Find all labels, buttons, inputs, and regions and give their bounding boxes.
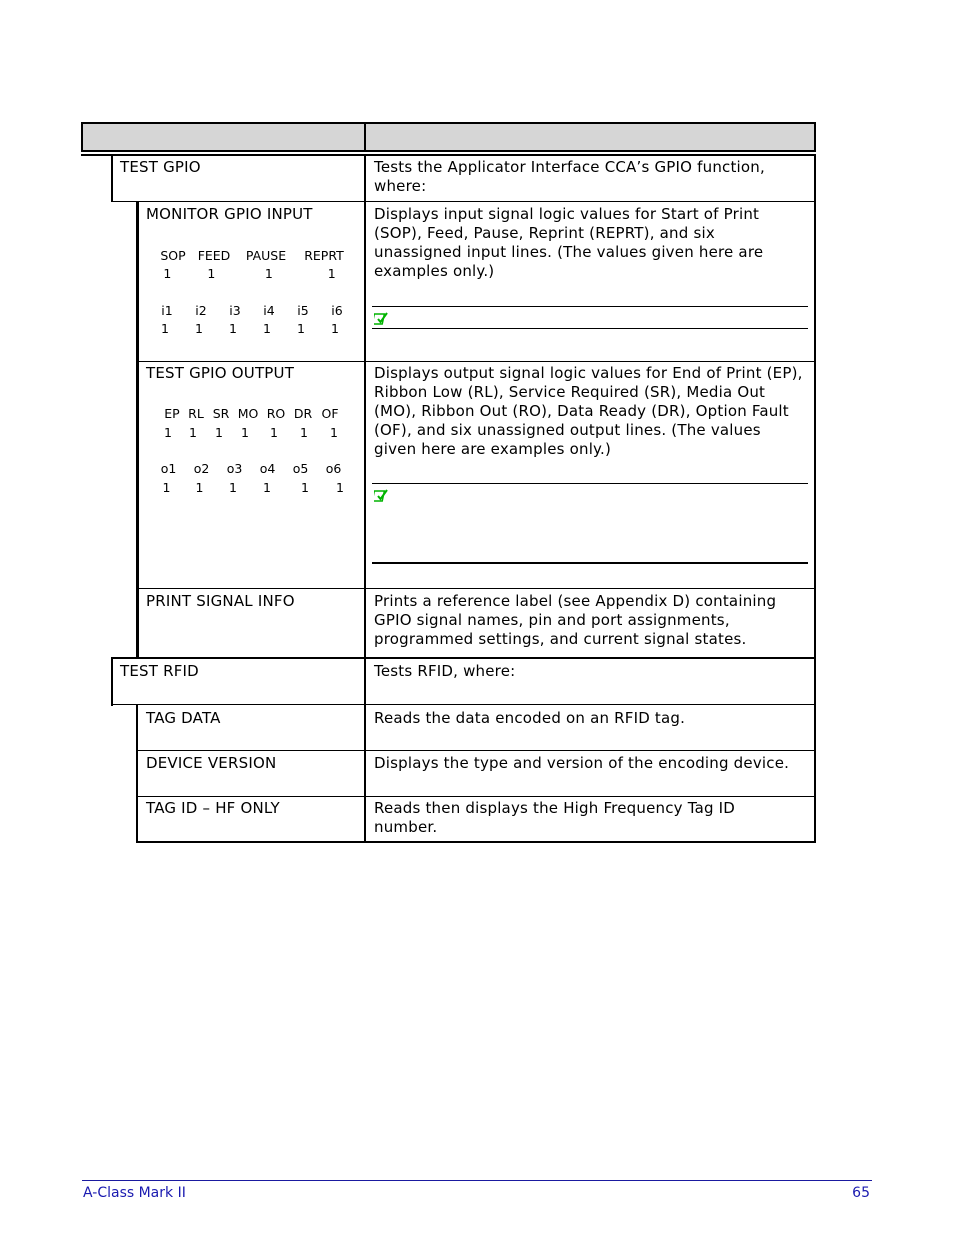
output-signals-header	[160, 405, 350, 423]
grid-cell: 1	[163, 266, 172, 281]
table-header-divider	[364, 122, 366, 152]
grid-cell: 1	[207, 266, 216, 281]
grid-cell: MO	[237, 406, 259, 421]
row-separator	[111, 704, 816, 705]
grid-cell: o1	[160, 461, 177, 476]
grid-cell: 1	[189, 425, 197, 440]
grid-cell: o4	[259, 461, 276, 476]
input-signals-header	[154, 247, 354, 265]
row-label-monitor-gpio-input: MONITOR GPIO INPUT	[146, 205, 313, 223]
row-desc-test-gpio: Tests the Applicator Interface CCA’s GPIO function, where:	[374, 158, 765, 195]
indent-border-rfid	[111, 658, 113, 706]
table-header-bar	[81, 122, 816, 152]
row-separator	[111, 201, 816, 202]
grid-cell: SOP	[160, 248, 186, 263]
grid-cell: OF	[321, 406, 339, 421]
grid-cell: DR	[293, 406, 313, 421]
row-label-tag-data: TAG DATA	[146, 709, 221, 727]
grid-cell: o2	[193, 461, 210, 476]
row-separator	[136, 796, 816, 797]
row-label-test-rfid: TEST RFID	[120, 662, 199, 680]
table-right-border	[814, 154, 816, 842]
green-checkbox-note-icon	[374, 488, 389, 506]
row-label-print-signal-info: PRINT SIGNAL INFO	[146, 592, 295, 610]
grid-cell: 1	[195, 480, 204, 495]
grid-cell: RL	[188, 406, 204, 421]
grid-cell: 1	[215, 425, 223, 440]
grid-cell: 1	[331, 321, 339, 336]
row-desc-print-signal-info: Prints a reference label (see Appendix D) containing GPIO signal names, pin and port assignments, programmed settings, and current signal states.	[374, 592, 777, 648]
output-signals-values	[156, 424, 350, 442]
grid-cell: i1	[161, 303, 173, 318]
grid-cell: REPRT	[304, 248, 344, 263]
input-lines-header	[150, 302, 354, 320]
grid-cell: 1	[327, 266, 336, 281]
indent-border-rfid-sub	[136, 704, 138, 842]
green-checkbox-note-icon	[374, 311, 389, 329]
input-lines-values	[148, 320, 352, 338]
footer-page-number: 65	[852, 1185, 870, 1201]
grid-cell: 1	[270, 425, 278, 440]
grid-cell: i4	[263, 303, 275, 318]
grid-cell: 1	[297, 321, 305, 336]
grid-cell: 1	[241, 425, 249, 440]
footer-product-name: A-Class Mark II	[83, 1185, 186, 1201]
grid-cell: 1	[164, 425, 172, 440]
grid-cell: 1	[263, 321, 271, 336]
indent-border-gpio-sub	[136, 201, 139, 659]
grid-cell: i3	[229, 303, 241, 318]
note-bottom-rule	[372, 562, 808, 564]
row-label-tag-id-hf: TAG ID – HF ONLY	[146, 799, 280, 817]
row-desc-tag-id-hf: Reads then displays the High Frequency Tag ID number.	[374, 799, 736, 836]
row-separator	[111, 657, 816, 659]
indent-border-gpio	[111, 154, 113, 202]
output-lines-values	[150, 479, 354, 497]
row-separator	[136, 750, 816, 751]
row-desc-test-rfid: Tests RFID, where:	[374, 662, 516, 680]
row-separator	[136, 588, 816, 589]
footer-rule	[82, 1180, 872, 1181]
grid-cell: o5	[292, 461, 309, 476]
grid-cell: 1	[301, 480, 309, 495]
note-top-rule	[372, 483, 808, 484]
row-label-device-version: DEVICE VERSION	[146, 754, 277, 772]
table-top-border	[81, 154, 816, 156]
grid-cell: o6	[325, 461, 342, 476]
grid-cell: i6	[331, 303, 343, 318]
grid-cell: PAUSE	[245, 248, 287, 263]
row-separator	[136, 361, 816, 362]
grid-cell: 1	[161, 321, 169, 336]
grid-cell: SR	[212, 406, 230, 421]
grid-cell: 1	[229, 321, 237, 336]
input-signals-values	[154, 265, 354, 283]
row-desc-device-version: Displays the type and version of the encoding device.	[374, 754, 790, 772]
grid-cell: RO	[266, 406, 286, 421]
grid-cell: 1	[229, 480, 237, 495]
output-lines-header	[152, 460, 352, 478]
grid-cell: 1	[195, 321, 203, 336]
row-desc-monitor-gpio-input: Displays input signal logic values for Start of Print (SOP), Feed, Pause, Reprint (REPRT), and six unassigned input lines. (The values given here are examples only.)	[374, 205, 764, 280]
grid-cell: 1	[336, 480, 344, 495]
table-bottom-border	[136, 841, 816, 843]
grid-cell: 1	[300, 425, 308, 440]
row-desc-test-gpio-output: Displays output signal logic values for End of Print (EP), Ribbon Low (RL), Service Required (SR), Media Out (MO), Ribbon Out (RO), Data Ready (DR), Option Fault (OF), and six unassigned output lines. (The values given here are examples only.)	[374, 364, 803, 458]
row-label-test-gpio-output: TEST GPIO OUTPUT	[146, 364, 295, 382]
grid-cell: FEED	[197, 248, 231, 263]
row-desc-tag-data: Reads the data encoded on an RFID tag.	[374, 709, 686, 727]
grid-cell: 1	[162, 480, 171, 495]
grid-cell: 1	[264, 266, 273, 281]
grid-cell: EP	[164, 406, 180, 421]
note-bottom-rule	[372, 328, 808, 329]
grid-cell: 1	[263, 480, 271, 495]
grid-cell: i5	[297, 303, 309, 318]
grid-cell: 1	[330, 425, 338, 440]
grid-cell: i2	[195, 303, 207, 318]
column-divider	[364, 154, 366, 842]
note-top-rule	[372, 306, 808, 307]
row-label-test-gpio: TEST GPIO	[120, 158, 201, 176]
grid-cell: o3	[226, 461, 243, 476]
